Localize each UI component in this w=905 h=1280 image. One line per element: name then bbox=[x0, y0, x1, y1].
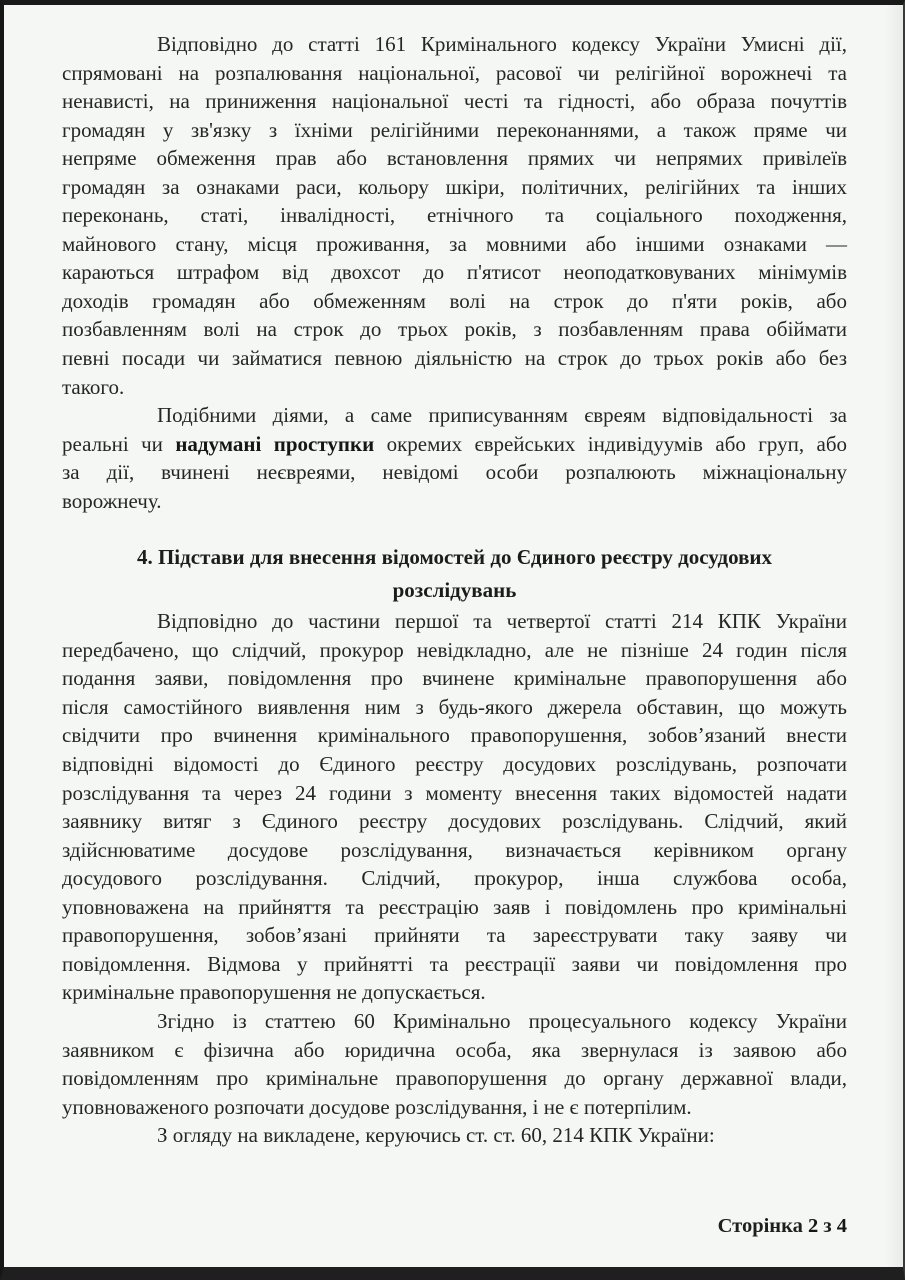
text-line: майнового стану, місця проживання, за мовними або іншими ознаками — bbox=[62, 231, 847, 256]
text-line: заявнику витяг з Єдиного реєстру досудових розслідувань. Слідчий, який bbox=[62, 809, 847, 834]
text-line: такого. bbox=[62, 374, 125, 399]
text-line: ненависті, на приниження національної честі та гідності, або образа почуттів bbox=[62, 89, 847, 114]
body-paragraph bbox=[62, 1007, 847, 1121]
footer-current-page: 2 bbox=[808, 1214, 819, 1237]
text-line: доходів громадян або обмеженням волі на строк до п'яти років, або bbox=[62, 288, 847, 313]
text-line: правопорушення, зобов’язані прийняти та зареєструвати таку заяву чи bbox=[62, 923, 847, 948]
text-line: уповноваженого розпочати досудове розслідування, і не є потерпілим. bbox=[62, 1094, 692, 1119]
text-line: відповідні відомості до Єдиного реєстру досудових розслідувань, розпочати bbox=[62, 752, 847, 777]
document-body bbox=[62, 30, 847, 1150]
text-line: повідомлення. Відмова у прийнятті та реєстрації заяви чи повідомлення про bbox=[62, 951, 847, 976]
text-line: громадян у зв'язку з їхніми релігійними переконаннями, а також пряме чи bbox=[62, 117, 847, 142]
section-heading bbox=[62, 541, 847, 607]
text-line: розслідування та через 24 години з моменту внесення таких відомостей надати bbox=[62, 780, 847, 805]
body-paragraph bbox=[62, 1121, 847, 1150]
text-line: переконань, статі, інвалідності, етнічного та соціального походження, bbox=[62, 203, 847, 228]
bold-text: надумані проступки bbox=[175, 431, 375, 456]
text-line: позбавленням волі на строк до трьох років, з позбавленням права обіймати bbox=[62, 317, 847, 342]
text-line: реальні чи надумані проступки окремих єврейських індивідуумів або груп, або bbox=[62, 431, 848, 456]
text-line: уповноважена на прийняття та реєстрацію заяв і повідомлень про кримінальні bbox=[62, 894, 847, 919]
text-line: досудового розслідування. Слідчий, прокурор, інша службова особа, bbox=[62, 866, 847, 891]
text-line: Подібними діями, а саме приписуванням євреям відповідальності за bbox=[157, 403, 847, 428]
text-line: передбачено, що слідчий, прокурор невідкладно, але не пізніше 24 годин після bbox=[62, 637, 847, 662]
text-line: повідомленням про кримінальне правопорушення до органу державної влади, bbox=[62, 1066, 847, 1091]
text-line: заявником є фізична або юридична особа, яка звернулася із заявою або bbox=[62, 1037, 847, 1062]
text-line: певні посади чи займатися певною діяльністю на строк до трьох років або без bbox=[62, 346, 847, 371]
text-line: непряме обмеження прав або встановлення прямих чи непрямих привілеїв bbox=[62, 146, 847, 171]
footer-total-pages: 4 bbox=[836, 1214, 847, 1237]
text-line: здійснюватиме досудове розслідування, визначається керівником органу bbox=[62, 837, 847, 862]
page-footer bbox=[62, 1212, 847, 1241]
body-paragraph bbox=[62, 30, 847, 401]
text-line: Відповідно до частини першої та четвертої статті 214 КПК України bbox=[157, 609, 847, 634]
text-line: ворожнечу. bbox=[62, 488, 162, 513]
text-line: спрямовані на розпалювання національної, расової чи релігійної ворожнечі та bbox=[62, 60, 847, 85]
footer-page-label: Сторінка bbox=[717, 1214, 803, 1237]
text-line: подання заяви, повідомлення про вчинене кримінальне правопорушення або bbox=[62, 666, 847, 691]
text-line: за дії, вчинені неєвреями, невідомі особи розпалюють міжнаціональну bbox=[62, 460, 847, 485]
text-line: свідчити про вчинення кримінального правопорушення, зобов’язаний внести bbox=[62, 723, 847, 748]
text-line: громадян за ознаками раси, кольору шкіри, політичних, релігійних та інших bbox=[62, 174, 847, 199]
text-line: З огляду на викладене, керуючись ст. ст. 60, 214 КПК України: bbox=[157, 1123, 715, 1148]
text-line: 4. Підстави для внесення відомостей до Єдиного реєстру досудових bbox=[136, 545, 773, 570]
text-line: Згідно із статтею 60 Кримінально процесуального кодексу України bbox=[157, 1008, 847, 1033]
text-line: Відповідно до статті 161 Кримінального кодексу України Умисні дії, bbox=[157, 32, 847, 56]
text-line: караються штрафом від двохсот до п'ятисот неоподатковуваних мінімумів bbox=[62, 260, 847, 285]
text-line: після самостійного виявлення ним з будь-якого джерела обставин, що можуть bbox=[62, 694, 847, 719]
body-paragraph bbox=[62, 401, 847, 515]
text-line: кримінальне правопорушення не допускається. bbox=[62, 980, 486, 1005]
footer-separator: з bbox=[823, 1214, 832, 1237]
body-paragraph bbox=[62, 607, 847, 1007]
text-line: розслідувань bbox=[392, 578, 517, 603]
